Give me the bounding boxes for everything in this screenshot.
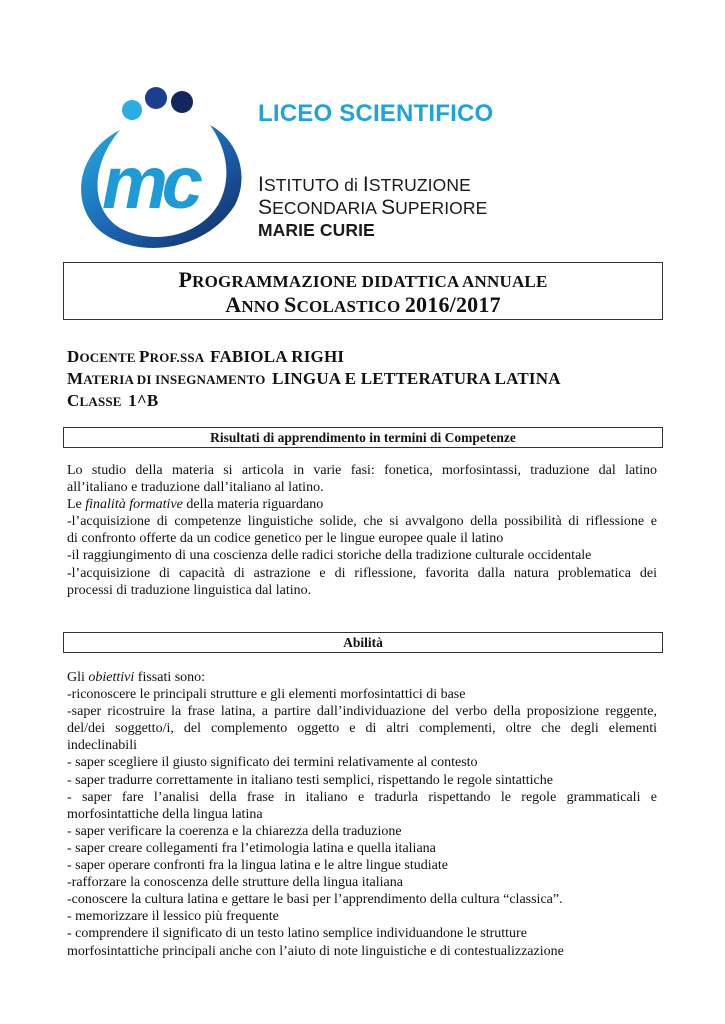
text-line: -l’acquisizione di capacità di astrazione e di riflessione, favorita dalla natura problematica dei — [67, 565, 657, 581]
competenze-text — [67, 462, 657, 599]
text-line: di confronto offerte da un codice genetico per le lingue europee quale il latino — [67, 531, 504, 547]
teacher-name: FABIOLA RIGHI — [210, 347, 345, 366]
list-item: morfosintattiche principali anche con l’aiuto di note linguistiche e di contestualizzazione — [67, 943, 564, 959]
subject-info: MATERIA DI INSEGNAMENTO LINGUA E LETTERATURA LATINA — [67, 369, 561, 388]
text-line: Le finalità formative della materia riguardano — [67, 497, 324, 513]
class-info: CLASSE 1^B — [67, 391, 159, 410]
text-line: Gli obiettivi fissati sono: — [67, 670, 206, 685]
institute-line-1: ISTITUTO di ISTRUZIONE — [258, 173, 471, 196]
text-line: Lo studio della materia si articola in varie fasi: fonetica, morfosintassi, traduzione dal latino — [67, 463, 657, 478]
text-line: all’italiano e traduzione dall’italiano al latino. — [67, 480, 324, 496]
logo-dot-mid — [145, 87, 167, 109]
logo-dot-dark — [171, 91, 193, 113]
list-item: - saper fare l’analisi della frase in italiano e tradurla rispettando le regole grammaticali e — [67, 789, 657, 805]
list-item: - saper scegliere il giusto significato dei termini relativamente al contesto — [67, 755, 478, 771]
subject-name: LINGUA E LETTERATURA LATINA — [272, 369, 561, 388]
teacher-info: DOCENTE PROF.SSA FABIOLA RIGHI — [67, 347, 345, 366]
school-year: ANNO SCOLASTICO 2016/2017 — [225, 292, 501, 317]
list-item: del/dei soggetto/i, del complemento oggetto e di altri complementi, oltre che degli elementi — [67, 721, 657, 737]
abilita-text — [67, 669, 657, 960]
school-name: LICEO SCIENTIFICO — [258, 100, 494, 127]
logo-letters: mc — [102, 141, 197, 224]
list-item: -rafforzare la conoscenza delle strutture della lingua italiana — [67, 875, 403, 891]
list-item: - memorizzare il lessico più frequente — [67, 909, 279, 925]
list-item: - saper operare confronti fra la lingua latina e le altre lingue studiate — [67, 858, 448, 874]
list-item: - saper verificare la coerenza e la chiarezza della traduzione — [67, 823, 402, 839]
class-name: 1^B — [128, 391, 159, 410]
document-title: PROGRAMMAZIONE DIDATTICA ANNUALE — [178, 267, 548, 292]
list-item: indeclinabili — [67, 738, 137, 754]
list-item: - saper tradurre correttamente in italiano testi semplici, rispettando le regole sintattiche — [67, 772, 553, 788]
logo-dot-light — [122, 100, 142, 120]
section-header-abilita: Abilità — [63, 632, 663, 653]
list-item: - comprendere il significato di un testo latino semplice individuandone le strutture — [67, 926, 527, 942]
list-item: -saper ricostruire la frase latina, a partire dall’individuazione del verbo della proposizione reggente, — [67, 704, 657, 720]
institute-line-2: SECONDARIA SUPERIORE — [258, 196, 488, 219]
text-line: -l’acquisizione di competenze linguistiche solide, che si avvalgono della possibilità di riflessione e — [67, 514, 657, 530]
text-line: processi di traduzione linguistica dal latino. — [67, 582, 312, 598]
text-line: -il raggiungimento di una coscienza delle radici storiche della tradizione culturale occidentale — [67, 548, 592, 564]
list-item: -riconoscere le principali strutture e gli elementi morfosintattici di base — [67, 687, 466, 703]
list-item: morfosintattiche della lingua latina — [67, 806, 263, 822]
section-header-competenze: Risultati di apprendimento in termini di Competenze — [63, 427, 663, 448]
list-item: - saper creare collegamenti fra l’etimologia latina e quella italiana — [67, 840, 436, 856]
school-logo — [60, 80, 255, 255]
title-box — [63, 262, 663, 320]
institute-line-3: MARIE CURIE — [258, 220, 375, 240]
list-item: -conoscere la cultura latina e gettare le basi per l’apprendimento della cultura “classica”. — [67, 892, 563, 908]
